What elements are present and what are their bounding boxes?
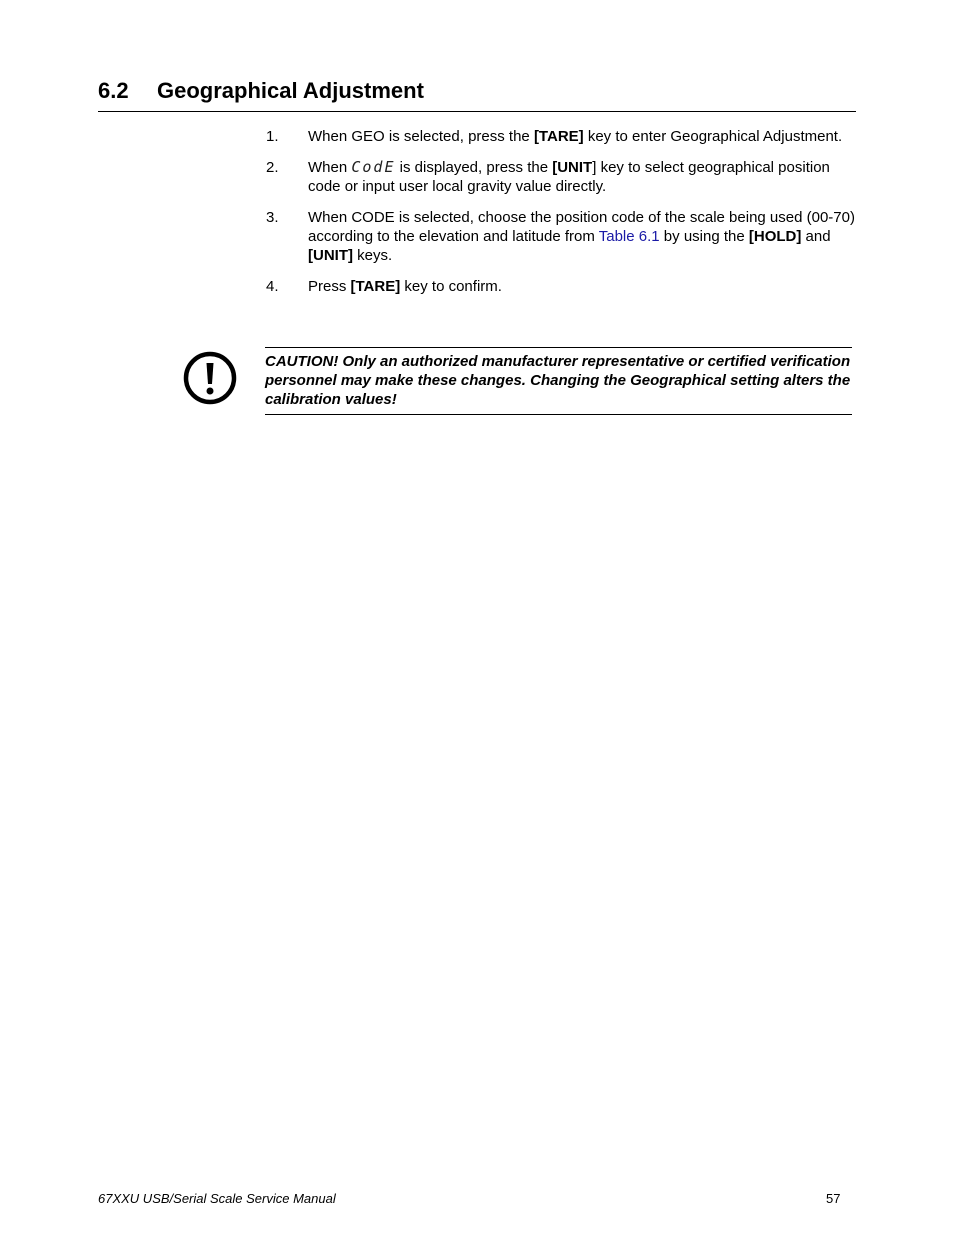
lcd-code-display: CodE [351, 158, 396, 176]
unit-key-label: [UNIT [552, 159, 593, 176]
exclamation-circle-icon [182, 350, 238, 406]
step-text-part: When GEO is selected, press the [308, 128, 534, 145]
step-text-part: key to enter Geographical Adjustment. [583, 128, 843, 145]
step-text-part: key to confirm. [400, 278, 502, 295]
step-text-part: is displayed, press the [395, 159, 553, 176]
step-number: 1. [266, 128, 279, 145]
step-2 [266, 158, 856, 196]
steps-list [266, 127, 856, 308]
step-text [308, 208, 856, 265]
step-3 [266, 208, 856, 265]
step-text-part: by using the [659, 228, 749, 245]
step-4 [266, 277, 856, 296]
tare-key-label: [TARE] [533, 128, 584, 145]
tare-key-label: [TARE] [350, 278, 401, 295]
footer-page-number: 57 [826, 1191, 841, 1206]
step-1 [266, 127, 856, 146]
step-text-part: and [801, 228, 831, 245]
step-text-part: ] key to select geographical position code or input user local gravity value directly. [308, 159, 830, 195]
step-number: 4. [266, 278, 279, 295]
section-number: 6.2 [98, 78, 129, 103]
footer-manual-title: 67XXU USB/Serial Scale Service Manual [98, 1191, 336, 1206]
step-text-part: When CODE is selected, choose the position code of the scale being used (00-70) according to the elevation and latitude from [308, 209, 855, 245]
step-text-part: keys. [353, 247, 393, 264]
step-text [308, 127, 856, 146]
heading-rule [98, 111, 856, 112]
step-text [308, 158, 856, 196]
step-number: 3. [266, 209, 279, 226]
hold-key-label: [HOLD] [748, 228, 802, 245]
table-6-1-link[interactable]: Table 6.1 [598, 228, 660, 245]
caution-note: CAUTION! Only an authorized manufacturer representative or certified verification personnel may make these changes. Changing the Geographical setting alters the calibration values! [265, 347, 852, 415]
step-text-part: When [308, 159, 352, 176]
section-heading [98, 76, 856, 106]
step-text-part: Press [308, 278, 351, 295]
section-title: Geographical Adjustment [157, 78, 424, 103]
step-text [308, 277, 856, 296]
unit-key-label: [UNIT] [308, 247, 353, 264]
step-number: 2. [266, 159, 279, 176]
